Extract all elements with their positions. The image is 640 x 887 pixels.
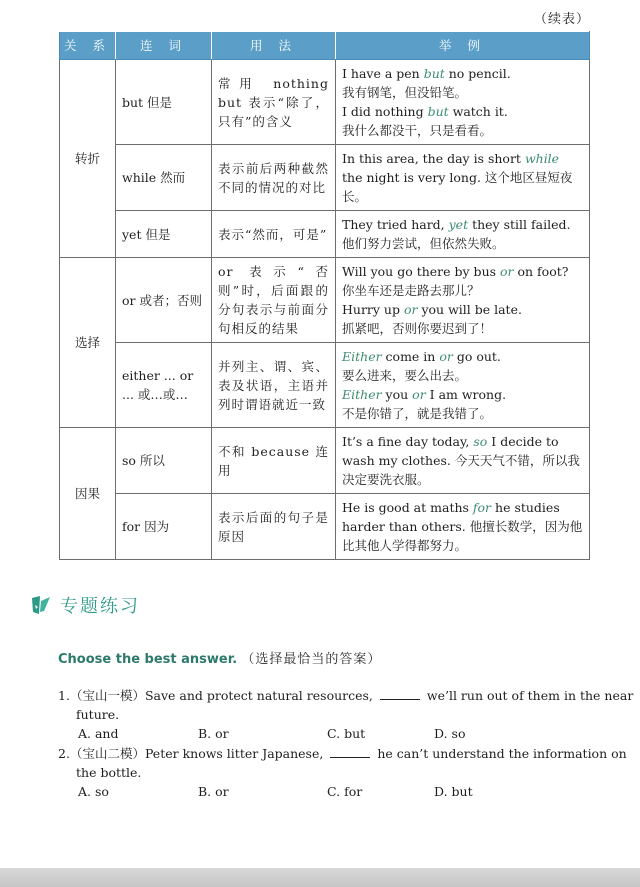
example-text: they still failed. [468, 217, 571, 232]
relation-cell: 选择 [60, 258, 116, 428]
example-text: They tried hard, [342, 217, 449, 232]
example-highlight: while [524, 151, 560, 166]
example-line [342, 404, 583, 423]
example-line [342, 281, 583, 300]
usage-cell: 不和 because 连用 [212, 428, 336, 494]
header-example: 举 例 [336, 32, 590, 60]
example-highlight: for [472, 500, 492, 515]
example-text: I decide to wash my clothes. 今天天气不错，所以我决定要洗衣服。 [342, 434, 580, 487]
options-row [58, 724, 593, 743]
example-text: on foot? [513, 264, 569, 279]
example-text: the night is very long. 这个地区昼短夜长。 [342, 170, 573, 204]
example-highlight: or [439, 349, 453, 364]
section-title: 专题练习 [60, 596, 140, 617]
table-header-row [60, 32, 590, 60]
example-text: Will you go there by bus [342, 264, 501, 279]
table-row [60, 343, 590, 428]
example-text: he studies harder than others. 他擅长数学，因为他比其他人学得都努力。 [342, 500, 583, 553]
example-highlight: but [423, 66, 445, 81]
question-continuation: future. [76, 707, 120, 722]
example-line [342, 432, 583, 489]
options-row [58, 782, 593, 801]
example-text: He is good at maths [342, 500, 473, 515]
header-conjunction: 连 词 [116, 32, 212, 60]
example-line [342, 234, 583, 253]
conjunction-cell: for 因为 [116, 494, 212, 560]
pencil-flag-icon [30, 594, 52, 616]
example-text: I did nothing [342, 104, 428, 119]
table-row [60, 145, 590, 211]
example-line [342, 121, 583, 140]
question-source: （宝山二模） [69, 746, 145, 761]
question-continuation: the bottle. [76, 765, 142, 780]
conjunction-cell: yet 但是 [116, 211, 212, 258]
conjunction-cell: either ... or ... 或…或… [116, 343, 212, 428]
relation-cell: 因果 [60, 428, 116, 560]
conjunction-cell: while 然而 [116, 145, 212, 211]
table-row [60, 211, 590, 258]
example-text: watch it. [448, 104, 508, 119]
conjunction-cell: or 或者；否则 [116, 258, 212, 343]
section-header [30, 590, 140, 620]
example-line [342, 300, 583, 319]
example-highlight: but [427, 104, 449, 119]
page-footer-bar [0, 868, 640, 887]
question-number: 2. [58, 746, 70, 761]
example-highlight: so [473, 434, 488, 449]
example-text: go out. [452, 349, 501, 364]
table-body [60, 60, 590, 560]
option-a: A. so [78, 784, 109, 799]
table-row [60, 494, 590, 560]
answer-blank [380, 687, 420, 700]
example-text: 我什么都没干，只是看看。 [342, 123, 493, 138]
conjunction-cell: so 所以 [116, 428, 212, 494]
example-text: come in [381, 349, 440, 364]
usage-cell: 并列主、谓、宾、表及状语，主语并列时谓语就近一致 [212, 343, 336, 428]
usage-cell: 表示后面的句子是原因 [212, 494, 336, 560]
example-line [342, 498, 583, 555]
instruction-en: Choose the best answer. [58, 652, 238, 667]
example-cell [336, 60, 590, 145]
question-text-after: he can’t understand the information on [377, 746, 627, 761]
conjunction-table [59, 31, 590, 560]
example-line [342, 262, 583, 281]
question-number: 1. [58, 688, 70, 703]
example-highlight: or [403, 302, 418, 317]
answer-blank [330, 745, 370, 758]
example-cell [336, 145, 590, 211]
example-cell [336, 258, 590, 343]
question-text-after: we’ll run out of them in the near [426, 688, 634, 703]
example-cell [336, 211, 590, 258]
example-highlight: or [412, 387, 426, 402]
example-line [342, 83, 583, 102]
option-c: C. for [327, 784, 363, 799]
header-relation: 关 系 [60, 32, 116, 60]
usage-cell: 常用 nothing but 表示“除了，只有”的含义 [212, 60, 336, 145]
example-text: I have a pen [342, 66, 424, 81]
relation-cell: 转折 [60, 60, 116, 258]
example-text: 他们努力尝试，但依然失败。 [342, 236, 505, 251]
option-d: D. but [434, 784, 473, 799]
option-c: C. but [327, 726, 366, 741]
table-row [60, 60, 590, 145]
instruction [58, 648, 381, 667]
example-highlight: yet [448, 217, 469, 232]
example-text: 要么进来，要么出去。 [342, 368, 468, 383]
option-a: A. and [78, 726, 119, 741]
conjunction-cell: but 但是 [116, 60, 212, 145]
example-text: In this area, the day is short [342, 151, 525, 166]
table-row [60, 428, 590, 494]
example-text: no pencil. [444, 66, 511, 81]
question-text-before: Peter knows litter Japanese, [144, 746, 324, 761]
header-usage: 用 法 [212, 32, 336, 60]
example-text: Hurry up [342, 302, 404, 317]
usage-cell: 表示前后两种截然不同的情况的对比 [212, 145, 336, 211]
example-cell [336, 494, 590, 560]
example-line [342, 385, 583, 404]
example-text: It’s a fine day today, [342, 434, 474, 449]
example-line [342, 347, 583, 366]
example-highlight: or [500, 264, 514, 279]
example-cell [336, 343, 590, 428]
example-highlight: Either [342, 387, 382, 402]
usage-cell: 表示“然而，可是” [212, 211, 336, 258]
option-b: B. or [198, 784, 229, 799]
question-2 [58, 744, 627, 801]
example-line [342, 215, 583, 234]
example-text: you will be late. [417, 302, 522, 317]
example-line [342, 64, 583, 83]
table-row [60, 258, 590, 343]
example-line [342, 149, 583, 206]
example-text: 我有钢笔，但没铅笔。 [342, 85, 468, 100]
usage-cell: or 表示“否则”时，后面跟的分句表示与前面分句相反的结果 [212, 258, 336, 343]
example-text: I am wrong. [425, 387, 507, 402]
example-line [342, 366, 583, 385]
continued-label: （续表） [533, 12, 590, 27]
question-source: （宝山一模） [69, 688, 145, 703]
example-highlight: Either [342, 349, 382, 364]
example-text: 你坐车还是走路去那儿？ [342, 283, 480, 298]
example-line [342, 319, 583, 338]
example-text: you [381, 387, 413, 402]
example-line [342, 102, 583, 121]
option-d: D. so [434, 726, 466, 741]
example-text: 不是你错了，就是我错了。 [342, 406, 493, 421]
instruction-cn: （选择最恰当的答案） [241, 652, 382, 667]
example-text: 抓紧吧，否则你要迟到了！ [342, 321, 493, 336]
question-1 [58, 686, 634, 743]
example-cell [336, 428, 590, 494]
question-text-before: Save and protect natural resources, [144, 688, 373, 703]
option-b: B. or [198, 726, 229, 741]
